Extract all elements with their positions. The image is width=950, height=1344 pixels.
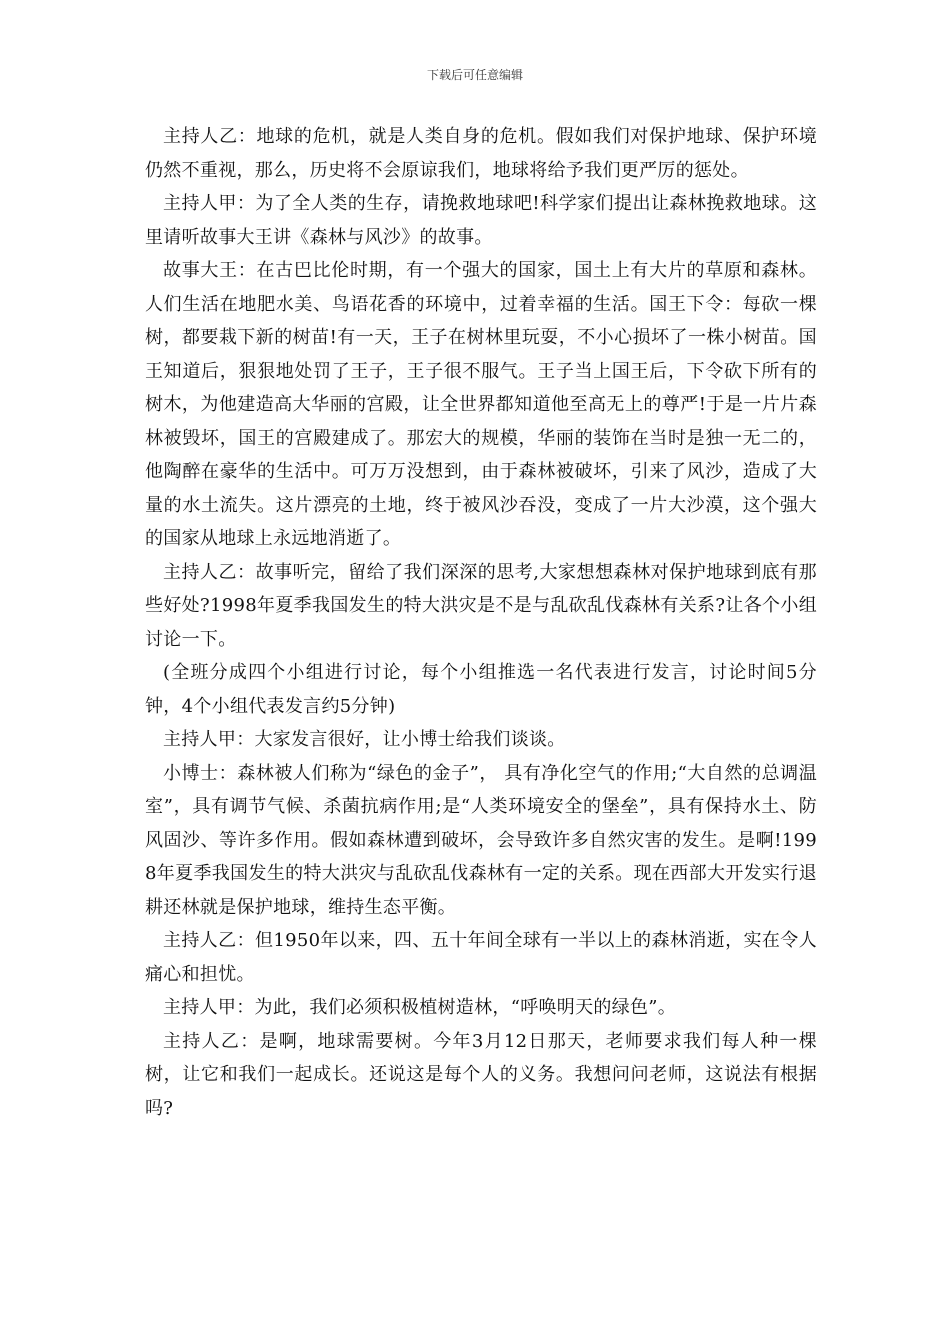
paragraph-host-a-2: 主持人甲：大家发言很好，让小博士给我们谈谈。 [163,729,566,750]
paragraph-host-b-1: 主持人乙：地球的危机，就是人类自身的危机。假如我们对保护地球、保护环境仍然不重视，那么，历史将不会原谅我们，地球将给予我们更严厉的惩处。 [145,126,817,181]
page-header: 下载后可任意编辑 [426,68,523,82]
paragraph-host-b-4: 主持人乙：是啊，地球需要树。今年3月12日那天，老师要求我们每人种一棵树，让它和我们一起成长。还说这是每个人的义务。我想问问老师，这说法有根据吗? [145,1030,817,1119]
document-body [145,120,817,1125]
paragraph-little-doctor: 小博士：森林被人们称为“绿色的金子”， 具有净化空气的作用;“大自然的总调温室”，具有调节气候、杀菌抗病作用;是“人类环境安全的堡垒”，具有保持水土、防风固沙、等许多作用。假如森林遭到破坏，会导致许多自然灾害的发生。是啊!1998年夏季我国发生的特大洪灾与乱砍乱伐森林有一定的关系。现在西部大开发实行退耕还林就是保护地球，维持生态平衡。 [145,762,817,918]
paragraph-host-b-2: 主持人乙：故事听完，留给了我们深深的思考,大家想想森林对保护地球到底有那些好处?1998年夏季我国发生的特大洪灾是不是与乱砍乱伐森林有关系?让各个小组讨论一下。 [145,561,817,650]
paragraph-storyteller: 故事大王：在古巴比伦时期，有一个强大的国家，国土上有大片的草原和森林。人们生活在地肥水美、鸟语花香的环境中，过着幸福的生活。国王下令：每砍一棵树，都要栽下新的树苗!有一天，王子在树林里玩耍，不小心损坏了一株小树苗。国王知道后，狠狠地处罚了王子，王子很不服气。王子当上国王后，下令砍下所有的树木，为他建造高大华丽的宫殿，让全世界都知道他至高无上的尊严!于是一片片森林被毁坏，国王的宫殿建成了。那宏大的规模，华丽的装饰在当时是独一无二的，他陶醉在豪华的生活中。可万万没想到，由于森林被破坏，引来了风沙，造成了大量的水土流失。这片漂亮的土地，终于被风沙吞没，变成了一片大沙漠，这个强大的国家从地球上永远地消逝了。 [145,260,817,549]
paragraph-discussion-note: (全班分成四个小组进行讨论，每个小组推选一名代表进行发言，讨论时间5分钟，4个小组代表发言约5分钟) [145,662,817,717]
paragraph-host-a-3: 主持人甲：为此，我们必须积极植树造林，“呼唤明天的绿色”。 [163,997,677,1018]
paragraph-host-b-3: 主持人乙：但1950年以来，四、五十年间全球有一半以上的森林消逝，实在令人痛心和担忧。 [145,930,817,985]
paragraph-host-a-1: 主持人甲：为了全人类的生存，请挽救地球吧!科学家们提出让森林挽救地球。这里请听故事大王讲《森林与风沙》的故事。 [145,193,817,248]
